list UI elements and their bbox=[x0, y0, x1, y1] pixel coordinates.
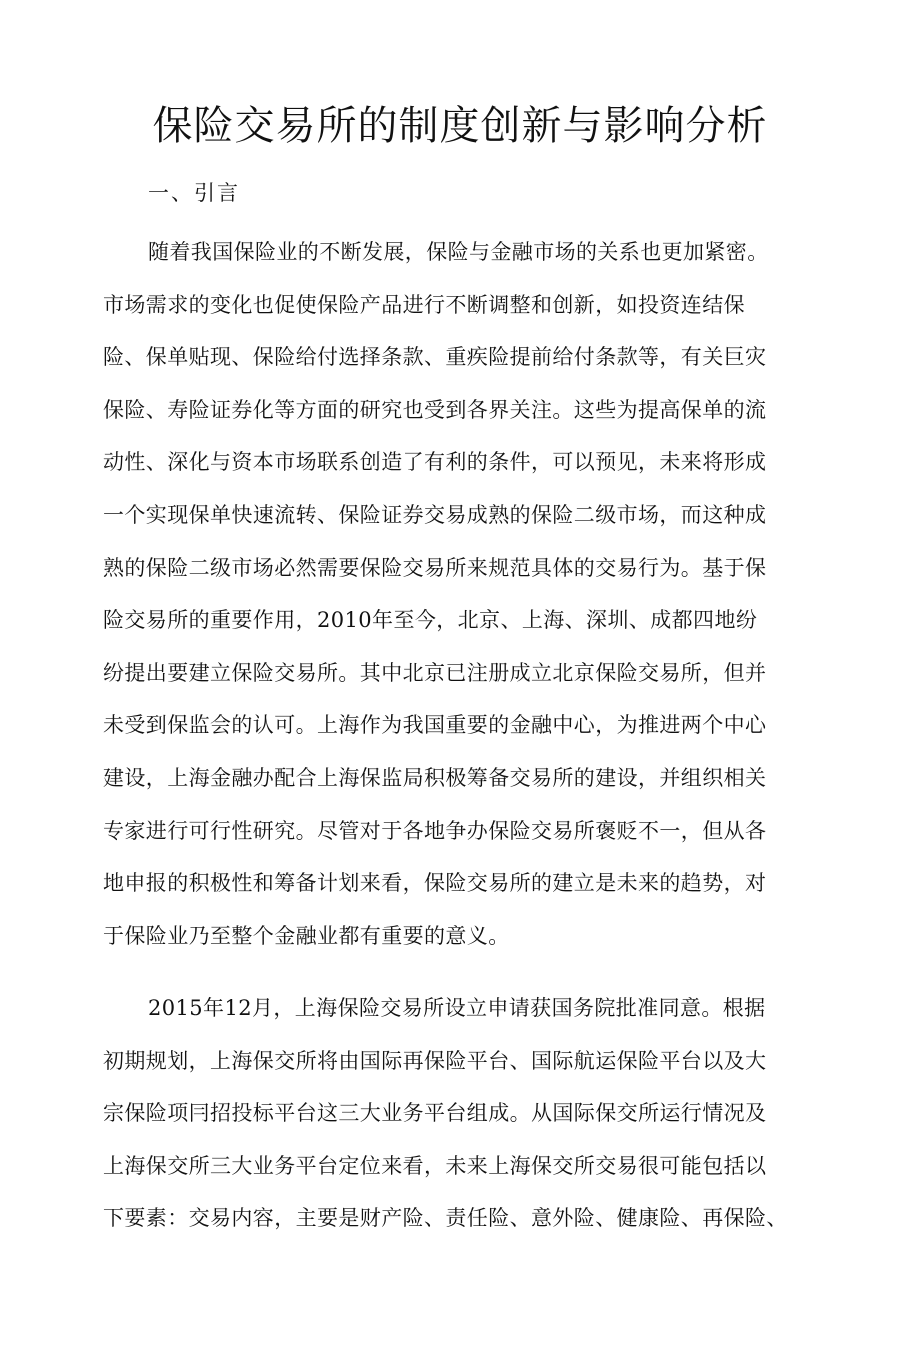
text-line: 2015年12月，上海保险交易所设立申请获国务院批准同意。根据 bbox=[148, 996, 766, 1020]
text-line: 保险、寿险证券化等方面的研究也受到各界关注。这些为提高保单的流 bbox=[103, 397, 767, 422]
text-line: 初期规划，上海保交所将由国际再保险平台、国际航运保险平台以及大 bbox=[103, 1048, 767, 1073]
text-line: 下要素：交易内容，主要是财产险、责任险、意外险、健康险、再保险、 bbox=[103, 1206, 788, 1231]
text-line: 地申报的积极性和筹备计划来看，保险交易所的建立是未来的趋势，对 bbox=[103, 871, 767, 896]
paragraph-shanghai-exchange bbox=[103, 982, 788, 1245]
text-line: 险、保单贴现、保险给付选择条款、重疾险提前给付条款等，有关巨灾 bbox=[103, 345, 767, 370]
text-line: 专家进行可行性研究。尽管对于各地争办保险交易所褒贬不一，但从各 bbox=[103, 818, 767, 843]
text-line: 随着我国保险业的不断发展，保险与金融市场的关系也更加紧密。 bbox=[148, 240, 769, 264]
text-line: 未受到保监会的认可。上海作为我国重要的金融中心，为推进两个中心 bbox=[103, 713, 767, 738]
text-line: 市场需求的变化也促使保险产品进行不断调整和创新，如投资连结保 bbox=[103, 292, 745, 317]
text-line: 熟的保险二级市场必然需要保险交易所来规范具体的交易行为。基于保 bbox=[103, 555, 767, 580]
text-line: 一个实现保单快速流转、保险证券交易成熟的保险二级市场，而这种成 bbox=[103, 502, 767, 527]
text-line: 纷提出要建立保险交易所。其中北京已注册成立北京保险交易所，但并 bbox=[103, 660, 767, 685]
text-line: 动性、深化与资本市场联系创造了有利的条件，可以预见，未来将形成 bbox=[103, 450, 767, 475]
text-line: 于保险业乃至整个金融业都有重要的意义。 bbox=[103, 923, 510, 948]
document-title: 保险交易所的制度创新与影响分析 bbox=[152, 103, 768, 149]
text-line: 宗保险项冃招投标平台这三大业务平台组成。从国际保交所运行情况及 bbox=[103, 1101, 767, 1126]
text-line: 险交易所的重要作用，2010年至今，北京、上海、深圳、成都四地纷 bbox=[103, 608, 758, 633]
paragraph-introduction bbox=[103, 226, 783, 962]
text-line: 建设，上海金融办配合上海保监局积极筹备交易所的建设，并组织相关 bbox=[103, 765, 767, 790]
text-line: 上海保交所三大业务平台定位来看，未来上海保交所交易很可能包括以 bbox=[103, 1153, 767, 1178]
section-heading: 一、引言 bbox=[148, 181, 240, 205]
